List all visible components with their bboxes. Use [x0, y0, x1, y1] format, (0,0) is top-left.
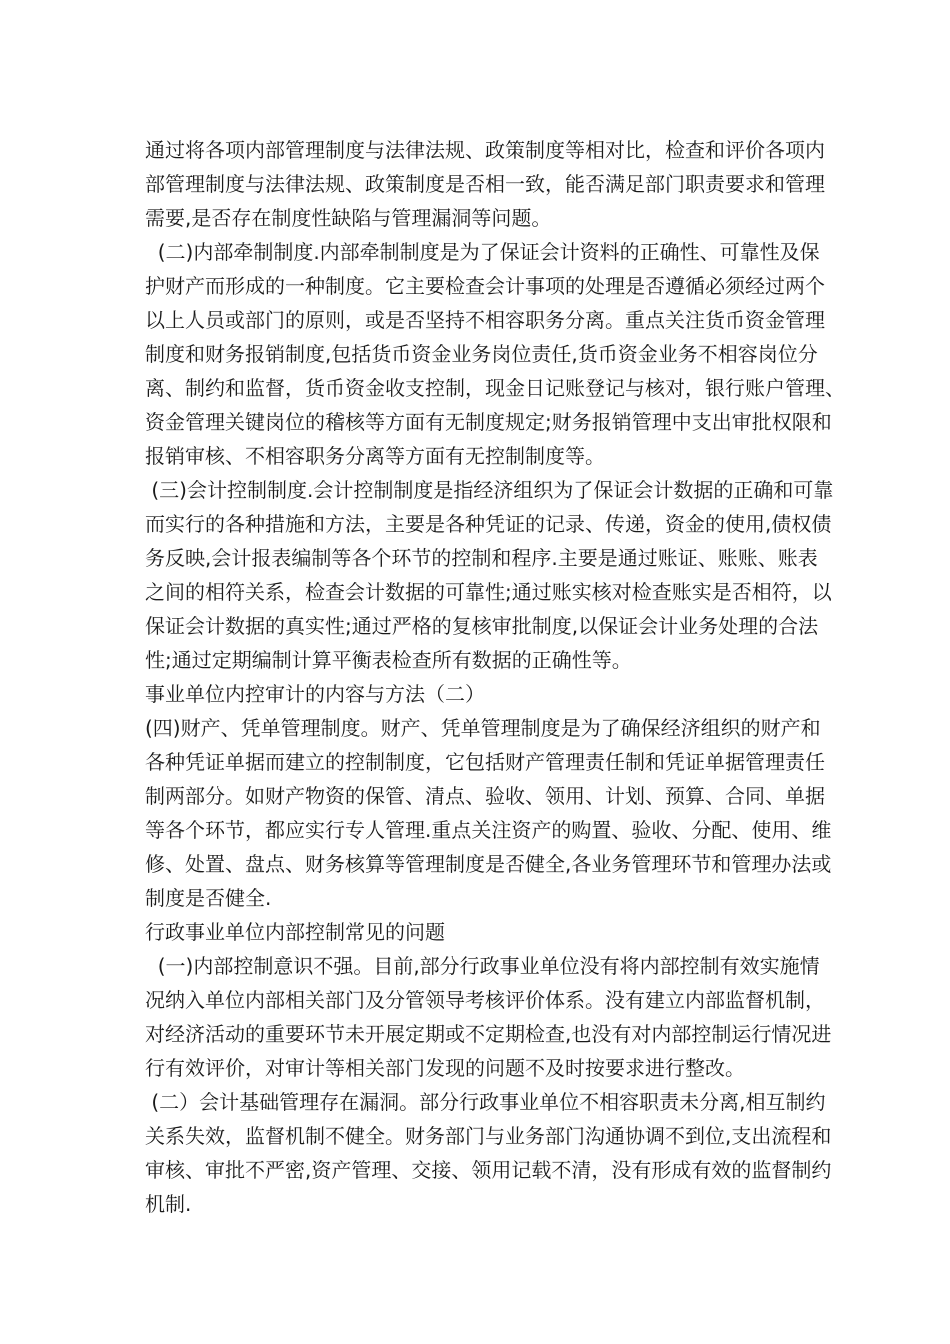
text-line: (四)财产、凭单管理制度。财产、凭单管理制度是为了确保经济组织的财产和	[145, 716, 821, 740]
text-line: (二)内部牵制制度.内部牵制制度是为了保证会计资料的正确性、可靠性及保	[145, 240, 820, 264]
text-line: 况纳入单位内部相关部门及分管领导考核评价体系。没有建立内部监督机制，	[145, 988, 825, 1012]
text-line: 制度和财务报销制度,包括货币资金业务岗位责任,货币资金业务不相容岗位分	[145, 342, 818, 366]
text-line: 各种凭证单据而建立的控制制度，它包括财产管理责任制和凭证单据管理责任	[145, 750, 825, 774]
text-line: 以上人员或部门的原则，或是否坚持不相容职务分离。重点关注货币资金管理	[145, 308, 825, 332]
document-body	[145, 133, 845, 1221]
text-line: (二）会计基础管理存在漏洞。部分行政事业单位不相容职责未分离,相互制约	[145, 1090, 826, 1114]
text-line: (一)内部控制意识不强。目前,部分行政事业单位没有将内部控制有效实施情	[145, 954, 820, 978]
text-line: 务反映,会计报表编制等各个环节的控制和程序.主要是通过账证、账账、账表	[145, 546, 818, 570]
text-line: 部管理制度与法律法规、政策制度是否相一致，能否满足部门职责要求和管理	[145, 172, 825, 196]
section-heading: 行政事业单位内部控制常见的问题	[145, 920, 445, 944]
text-line: 报销审核、不相容职务分离等方面有无控制制度等。	[145, 444, 605, 468]
text-line: 之间的相符关系，检查会计数据的可靠性;通过账实核对检查账实是否相符，以	[145, 580, 832, 604]
text-line: 护财产而形成的一种制度。它主要检查会计事项的处理是否遵循必须经过两个	[145, 274, 825, 298]
text-line: 通过将各项内部管理制度与法律法规、政策制度等相对比，检查和评价各项内	[145, 138, 825, 162]
text-line: 而实行的各种措施和方法，主要是各种凭证的记录、传递，资金的使用,债权债	[145, 512, 832, 536]
text-line: 离、制约和监督，货币资金收支控制，现金日记账登记与核对，银行账户管理、	[145, 376, 845, 400]
text-line: 关系失效，监督机制不健全。财务部门与业务部门沟通协调不到位,支出流程和	[145, 1124, 832, 1148]
text-line: 制度是否健全.	[145, 886, 272, 910]
text-line: 等各个环节，都应实行专人管理.重点关注资产的购置、验收、分配、使用、维	[145, 818, 832, 842]
text-line: 性;通过定期编制计算平衡表检查所有数据的正确性等。	[145, 648, 632, 672]
text-line: 修、处置、盘点、财务核算等管理制度是否健全,各业务管理环节和管理办法或	[145, 852, 832, 876]
text-line: 资金管理关键岗位的稽核等方面有无制度规定;财务报销管理中支出审批权限和	[145, 410, 832, 434]
text-line: (三)会计控制制度.会计控制制度是指经济组织为了保证会计数据的正确和可靠	[145, 478, 834, 502]
text-line: 机制.	[145, 1192, 192, 1216]
text-line: 保证会计数据的真实性;通过严格的复核审批制度,以保证会计业务处理的合法	[145, 614, 819, 638]
section-heading: 事业单位内控审计的内容与方法（二）	[145, 682, 485, 706]
text-line: 审核、审批不严密,资产管理、交接、领用记载不清，没有形成有效的监督制约	[145, 1158, 832, 1182]
text-line: 对经济活动的重要环节未开展定期或不定期检查,也没有对内部控制运行情况进	[145, 1022, 832, 1046]
text-line: 需要,是否存在制度性缺陷与管理漏洞等问题。	[145, 206, 552, 230]
text-line: 行有效评价，对审计等相关部门发现的问题不及时按要求进行整改。	[145, 1056, 745, 1080]
text-line: 制两部分。如财产物资的保管、清点、验收、领用、计划、预算、合同、单据	[145, 784, 825, 808]
